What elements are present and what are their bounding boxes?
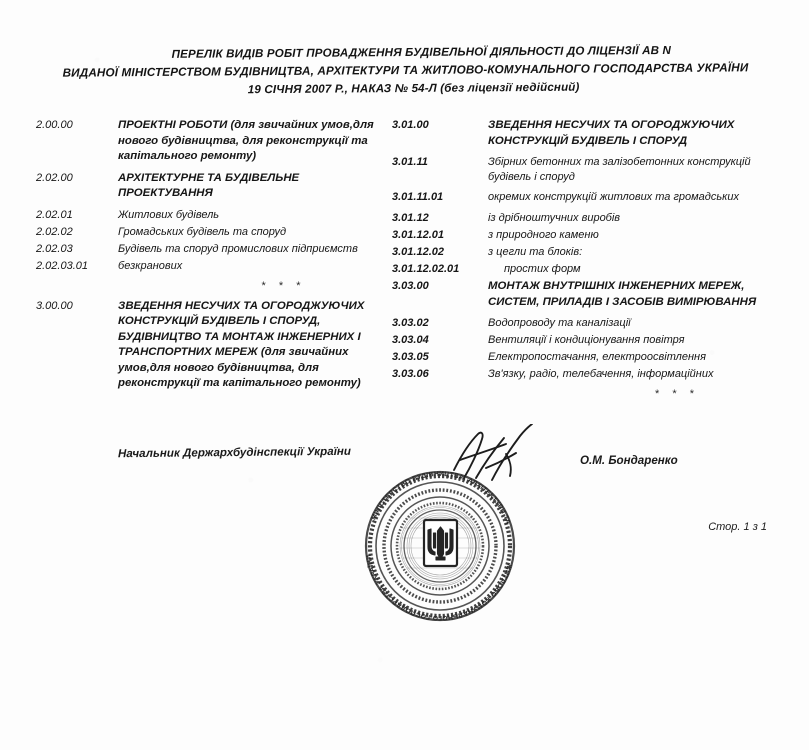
work-item-title: Водопроводу та каналізації [488,317,631,329]
header-line-2: ВИДАНОЇ МІНІСТЕРСТВОМ БУДІВНИЦТВА, АРХІТЕКТУРИ ТА ЖИТЛОВО-КОМУНАЛЬНОГО ГОСПОДАРСТВА УКРАЇНИ [62,61,749,80]
work-item-row [36,208,381,223]
work-item-code: 3.01.12 [392,212,429,224]
work-item-code: 3.00.00 [36,299,73,312]
work-item-code: 3.03.02 [392,317,429,329]
work-item-row [36,259,381,274]
work-item-row [36,171,381,202]
work-item-code: 3.01.12.02 [392,246,444,258]
work-item-row [392,245,792,260]
work-item-row [392,262,792,277]
work-item-row [36,225,381,240]
work-item-title: із дрібноштучних виробів [488,212,621,224]
work-item-row [392,333,792,348]
work-item-title: АРХІТЕКТУРНЕ ТА БУДІВЕЛЬНЕ ПРОЕКТУВАННЯ [118,171,300,199]
work-item-title: з природного каменю [488,229,599,241]
work-item-row [392,350,792,365]
work-item-code: 2.02.02 [36,225,73,238]
signatory-role: Начальник Держархбудінспекції України [117,444,352,461]
work-item-code: 2.02.03 [36,242,73,255]
work-item-code: 3.03.00 [392,280,429,292]
work-item-row [392,279,792,310]
work-item-title: Вентиляції і кондиціонування повітря [488,334,685,346]
work-item-title: Будівель та споруд промислових підприємств [118,242,358,255]
work-item-title: простих форм [504,263,581,275]
work-item-code: 2.02.01 [36,208,73,221]
work-item-code: 3.01.11 [392,156,428,168]
work-item-code: 3.01.12.02.01 [392,263,460,275]
right-column [392,118,792,407]
official-seal [352,458,528,634]
work-item-row [392,211,792,226]
work-item-code: 2.02.03.01 [36,259,88,272]
document-header [0,41,809,101]
work-item-code: 3.03.06 [392,368,429,380]
work-item-title: ПРОЕКТНІ РОБОТИ (для звичайних умов,для нового будівництва, для реконструкції та капітального ремонту) [118,119,374,162]
section-separator-left: * * * [261,279,306,292]
signatory-name: О.М. Бондаренко [580,454,678,467]
work-item-row [392,118,792,149]
work-item-row [36,118,381,165]
work-item-title: безкранових [118,259,183,272]
work-item-code: 3.01.11.01 [392,191,444,203]
work-item-code: 3.03.05 [392,351,429,363]
svg-text:МІНІСТЕРСТВО БУДІВНИЦТВА, АРХІ: МІНІСТЕРСТВО БУДІВНИЦТВА, АРХІТЕКТУРИ ТА [370,470,512,526]
work-item-row [392,155,792,184]
work-item-row [36,242,381,257]
work-item-title: Електропостачання, електроосвітлення [488,351,706,363]
work-item-row [392,316,792,331]
work-item-title: Громадських будівель та споруд [118,225,287,238]
work-item-row [392,228,792,243]
ukraine-trident-emblem [424,520,457,566]
work-types-columns [0,118,809,438]
section-separator-right: * * * [655,388,699,400]
work-item-title: окремих конструкцій житлових та громадських [488,191,739,203]
work-item-row [392,190,792,205]
work-item-code: 3.01.12.01 [392,229,444,241]
work-item-code: 2.00.00 [36,119,73,131]
work-item-title: ЗВЕДЕННЯ НЕСУЧИХ ТА ОГОРОДЖУЮЧИХ КОНСТРУКЦІЙ БУДІВЕЛЬ І СПОРУД [488,119,735,147]
page-number-label: Стор. 1 з 1 [708,521,767,533]
header-line-3: 19 СІЧНЯ 2007 Р., НАКАЗ № 54-Л (без ліцензії недійсний) [247,80,580,97]
work-item-title: ЗВЕДЕННЯ НЕСУЧИХ ТА ОГОРОДЖУЮЧИХ КОНСТРУКЦІЙ БУДІВЕЛЬ І СПОРУД, БУДІВНИЦТВО ТА МОНТАЖ ІНЖЕНЕРНИХ І ТРАНСПОРТНИХ МЕРЕЖ (для звичайних умов,для нового будівництва, для реконструкції та капітального ремонту) [118,299,365,389]
work-item-code: 3.03.04 [392,334,429,346]
left-column [36,118,381,394]
svg-text:ЖИТЛОВО-КОМУНАЛЬНОГО ГОСПОДАРС: ЖИТЛОВО-КОМУНАЛЬНОГО ГОСПОДАРСТВА УКРАЇНИ [365,553,513,622]
work-item-title: Зв'язку, радіо, телебачення, інформаційних [488,368,714,380]
work-item-row [36,299,381,392]
work-item-title: Збірних бетонних та залізобетонних конструкцій будівель і споруд [488,156,751,183]
header-line-1: ПЕРЕЛІК ВИДІВ РОБІТ ПРОВАДЖЕННЯ БУДІВЕЛЬНОЇ ДІЯЛЬНОСТІ ДО ЛІЦЕНЗІЇ АВ N [171,43,672,61]
work-item-code: 2.02.00 [36,171,73,184]
seal-stamp-icon [352,458,528,634]
work-item-title: з цегли та блоків: [488,246,583,258]
work-item-code: 3.01.00 [392,119,429,131]
work-item-row [392,367,792,382]
work-item-title: МОНТАЖ ВНУТРІШНІХ ІНЖЕНЕРНИХ МЕРЕЖ, СИСТЕМ, ПРИЛАДІВ І ЗАСОБІВ ВИМІРЮВАННЯ [488,280,757,308]
work-item-title: Житлових будівель [118,208,220,221]
